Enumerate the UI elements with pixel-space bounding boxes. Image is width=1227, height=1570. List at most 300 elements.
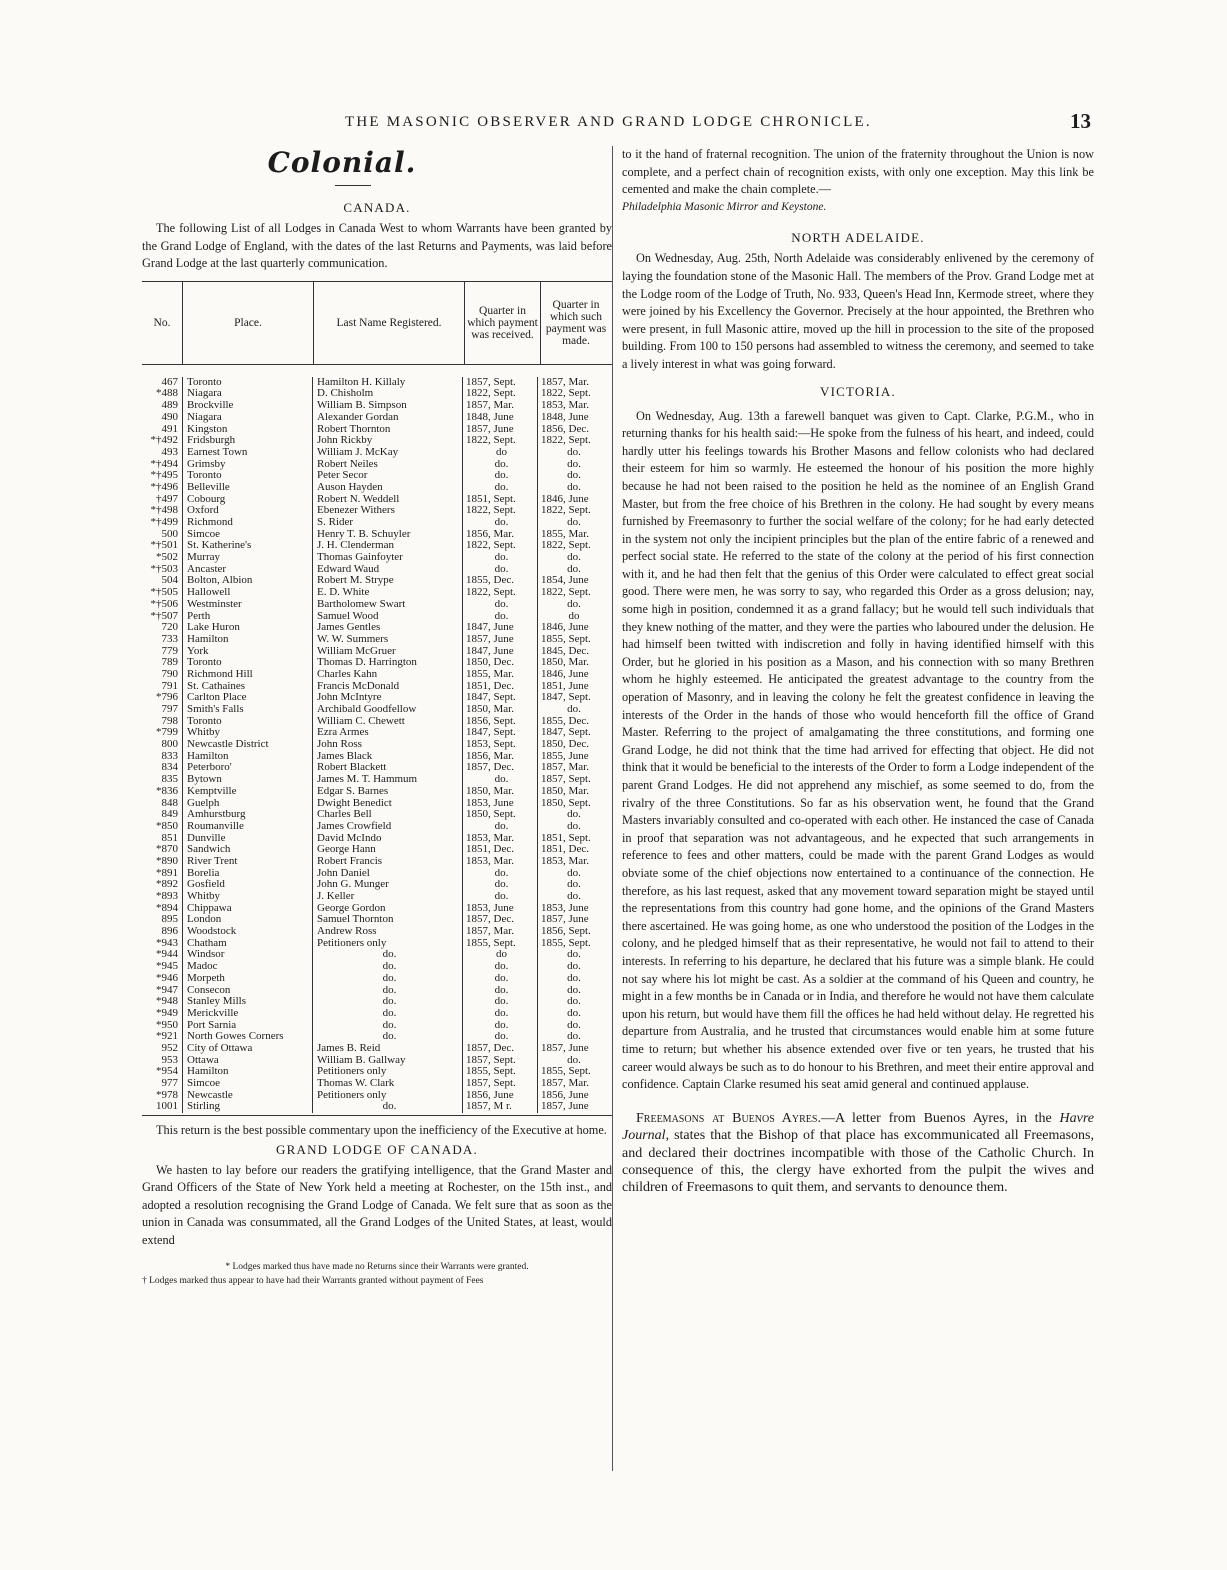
footnote-dagger: † Lodges marked thus appear to have had their Warrants granted without payment of Fees <box>142 1275 484 1286</box>
cell-place: Toronto <box>182 377 312 389</box>
cell-place: Stirling <box>182 1101 312 1113</box>
cell-quarter-received: 1851, Dec. <box>462 681 537 693</box>
cell-place: Ancaster <box>182 564 312 576</box>
cell-quarter-made: 1853, June <box>537 903 607 915</box>
cell-last-name: John Rickby <box>312 435 462 447</box>
cell-quarter-made: 1857, June <box>537 914 607 926</box>
table-body <box>142 365 612 1115</box>
table-row <box>142 891 612 903</box>
cell-place: Chippawa <box>182 903 312 915</box>
cell-quarter-made: 1822, Sept. <box>537 435 607 447</box>
victoria-text: On Wednesday, Aug. 13th a farewell banquet was given to Capt. Clarke, P.G.M., who in returning thanks for his health said:—He spoke from the fulness of his heart, and indeed, could hardly utter his feelings towards his Brother Masons and fellow colonists who had declared their esteem for him so warmly. He esteemed the honour of his position the more highly because he had not been raised to the position he held as the nominee of an English Grand Master, but from the free choice of his Brethren in the colony. He had sought by every means furnished by Freemasonry to further the social welfare of the colony; for he had early detected in the system not only the incipient principles but the plan of the entire fabric of a renewed and perfect social state. He referred to the state of the colony at the period of his first connection with it, and he had then felt that the genius of this Order were calculated to effect great social good. There were men, he was sorry to say, who regarded this Order as a gross delusion; nay, some high in position, condemned it as a grand fallacy; but he would tell such individuals that they knew nothing of the matter, and they were the parties who laboured under the delusion. He had himself been twitted with indiscretion and folly in having identified himself with this Order, but he gloried in his position as a Mason, and his connection with so many Brethren whom he highly esteemed. He anticipated the greatest advantage to the country from the operation of Masonry, and in leaving the colony he felt the greatest confidence in leaving the interests of the Order in the hands of those who would henceforth fill the office of Grand Master. Referring to the project of amalgamating the three constitutions, and forming one Grand Lodge, he did not think that the time had arrived for effecting that object. He did not think that it would be beneficial to the interests of the Order to form a Lodge independent of the parent Grand Lodges. He did not apprehend any mischief, as some seemed to do, from the rivalry of the three Constitutions. So far as his observation went, he found that the Grand Masters invariably consulted and co-operated with each other. He instanced the case of Canada in proof that separation was not advantageous, and he expected that such arrangements in reference to fees and other matters, could be made with the parent Grand Lodges as would obviate some of the chief objections now entertained to a continuance of the connection. He therefore, as his last request, asked that any movement toward separation might be stayed until the representations from this country had gone home, and the opinions of the Grand Masters there ascertained. He was going home, as one who understood the position of the Lodges in the colony, and he pledged himself that as their representative, he would not fail to attend to their interests. In referring to his departure, he declared that his future was a simple blank. He could not say where his lot might be cast. As a soldier at the command of his Queen and country, he might in a few months be in Canada or in India, and therefore he would not have them calculate upon his return, but would have them fill the offices he had held without delay. He regretted his departure from Australia, and he trusted that circumstances would enable him at some future time to return; but whether his absence extended over five or ten years, he trusted that his career would always be such as to do honour to his Brethren, and meet their entire approval and confidence. Captain Clarke resumed his seat amid general and continued applause. <box>622 408 1094 1092</box>
table-row <box>142 774 612 786</box>
cell-quarter-made: do. <box>537 482 607 494</box>
cell-last-name: William J. McKay <box>312 447 462 459</box>
cell-quarter-made: 1847, Sept. <box>537 727 607 739</box>
cell-place: Ottawa <box>182 1055 312 1067</box>
cell-last-name: Charles Kahn <box>312 669 462 681</box>
table-row <box>142 587 612 599</box>
cell-no: *†507 <box>150 610 178 622</box>
table-row <box>142 716 612 728</box>
cell-no: *†506 <box>150 598 178 610</box>
cell-quarter-made: 1851, Sept. <box>537 833 607 845</box>
header-place: Place. <box>182 282 313 364</box>
cell-quarter-made: 1855, Sept. <box>537 1066 607 1078</box>
cell-quarter-made: do. <box>537 821 607 833</box>
cell-no: *799 <box>156 727 178 739</box>
cell-quarter-made: do. <box>537 1020 607 1032</box>
cell-place: Hamilton <box>182 634 312 646</box>
table-row <box>142 1008 612 1020</box>
cell-place: Toronto <box>182 470 312 482</box>
cell-no: 895 <box>161 914 178 926</box>
cell-place: Grimsby <box>182 459 312 471</box>
cell-last-name: do. <box>312 996 462 1008</box>
cell-no: 504 <box>161 575 178 587</box>
cell-quarter-received: do. <box>462 891 537 903</box>
cell-no: 849 <box>161 809 178 821</box>
freemasons-text-2: , states that the Bishop of that place has excommunicated all Freemasons, and declared their doctrines incompatible with those of the Catholic Church. In consequence of this, the clergy have exhorted from the pulpit the wives and children of Freemasons to quit them, and servants to denounce them. <box>622 1128 1094 1196</box>
cell-place: London <box>182 914 312 926</box>
cell-no: †497 <box>156 493 178 505</box>
left-column <box>142 146 612 1288</box>
cell-last-name: do. <box>312 985 462 997</box>
lodge-table <box>142 281 612 1116</box>
cell-no: 493 <box>161 446 178 458</box>
cell-last-name: Thomas D. Harrington <box>312 657 462 669</box>
cell-place: Westminster <box>182 599 312 611</box>
cell-no: *†501 <box>150 540 178 552</box>
cell-quarter-received: 1857, June <box>462 634 537 646</box>
cell-quarter-made: do. <box>537 459 607 471</box>
cell-place: Simcoe <box>182 529 312 541</box>
cell-quarter-received: do. <box>462 1020 537 1032</box>
cell-quarter-made: 1855, Sept. <box>537 938 607 950</box>
cell-last-name: Edgar S. Barnes <box>312 786 462 798</box>
running-head: THE MASONIC OBSERVER AND GRAND LODGE CHRONICLE. <box>345 114 872 130</box>
cell-last-name: John G. Munger <box>312 879 462 891</box>
cell-quarter-made: 1851, Dec. <box>537 844 607 856</box>
cell-quarter-made: do. <box>537 868 607 880</box>
cell-quarter-received: do. <box>462 470 537 482</box>
cell-quarter-made: 1846, June <box>537 622 607 634</box>
cell-quarter-made: 1857, June <box>537 1043 607 1055</box>
cell-last-name: Thomas W. Clark <box>312 1078 462 1090</box>
cell-quarter-received: do. <box>462 599 537 611</box>
cell-last-name: James Crowfield <box>312 821 462 833</box>
cell-quarter-made: 1822, Sept. <box>537 540 607 552</box>
cell-quarter-made: 1847, Sept. <box>537 692 607 704</box>
table-row <box>142 646 612 658</box>
cell-quarter-received: 1856, Mar. <box>462 751 537 763</box>
table-row <box>142 622 612 634</box>
cell-no: 491 <box>161 423 178 435</box>
cell-last-name: James Gentles <box>312 622 462 634</box>
table-row <box>142 1101 612 1113</box>
freemasons-lead: Freemasons at Buenos Ayres. <box>636 1110 821 1126</box>
cell-quarter-received: 1847, June <box>462 622 537 634</box>
cell-no: 848 <box>161 797 178 809</box>
cell-quarter-made: 1850, Mar. <box>537 657 607 669</box>
table-row <box>142 1090 612 1102</box>
cell-last-name: Ezra Armes <box>312 727 462 739</box>
cell-last-name: Charles Bell <box>312 809 462 821</box>
canada-heading: CANADA. <box>343 200 411 215</box>
cell-no: *†492 <box>150 435 178 447</box>
cell-quarter-received: 1850, Mar. <box>462 704 537 716</box>
cell-no: 1001 <box>156 1101 178 1113</box>
cell-last-name: D. Chisholm <box>312 388 462 400</box>
table-row <box>142 424 612 436</box>
cell-last-name: do. <box>312 1031 462 1043</box>
cell-no: 791 <box>161 680 178 692</box>
cell-no: 489 <box>161 400 178 412</box>
cell-quarter-received: do <box>462 949 537 961</box>
cell-no: 833 <box>161 750 178 762</box>
cell-quarter-received: 1857, M r. <box>462 1101 537 1113</box>
after-table-text: This return is the best possible commentary upon the inefficiency of the Executive at home. <box>156 1123 607 1138</box>
cell-quarter-received: 1857, Mar. <box>462 400 537 412</box>
cell-no: *954 <box>156 1066 178 1078</box>
cell-last-name: Archibald Goodfellow <box>312 704 462 716</box>
cell-quarter-received: 1850, Sept. <box>462 809 537 821</box>
table-row <box>142 868 612 880</box>
cell-quarter-received: 1822, Sept. <box>462 540 537 552</box>
cell-place: Hamilton <box>182 751 312 763</box>
table-row <box>142 938 612 950</box>
cell-quarter-received: 1850, Dec. <box>462 657 537 669</box>
cell-last-name: J. H. Clenderman <box>312 540 462 552</box>
cell-place: Richmond <box>182 517 312 529</box>
cell-last-name: Robert N. Weddell <box>312 494 462 506</box>
cell-quarter-made: do. <box>537 985 607 997</box>
cell-place: Peterboro' <box>182 762 312 774</box>
cell-last-name: George Gordon <box>312 903 462 915</box>
cell-quarter-made: do. <box>537 961 607 973</box>
table-row <box>142 459 612 471</box>
cell-place: Dunville <box>182 833 312 845</box>
header-quarter-made: Quarter in which such payment was made. <box>540 282 611 364</box>
table-row <box>142 657 612 669</box>
cell-last-name: James Black <box>312 751 462 763</box>
cell-last-name: Auson Hayden <box>312 482 462 494</box>
cell-place: Borelia <box>182 868 312 880</box>
cell-quarter-made: do. <box>537 973 607 985</box>
cell-no: *502 <box>156 552 178 564</box>
cell-quarter-made: 1857, Mar. <box>537 1078 607 1090</box>
cell-quarter-made: 1855, Dec. <box>537 716 607 728</box>
cell-last-name: Robert Thornton <box>312 424 462 436</box>
cell-last-name: do. <box>312 1020 462 1032</box>
cell-last-name: Robert M. Strype <box>312 575 462 587</box>
cell-quarter-received: 1855, Sept. <box>462 1066 537 1078</box>
table-row <box>142 482 612 494</box>
cell-last-name: Hamilton H. Killaly <box>312 377 462 389</box>
cell-no: *945 <box>156 961 178 973</box>
table-row <box>142 973 612 985</box>
cell-last-name: Peter Secor <box>312 470 462 482</box>
cell-no: *921 <box>156 1031 178 1043</box>
cell-place: Newcastle District <box>182 739 312 751</box>
cell-no: 779 <box>161 645 178 657</box>
table-row <box>142 833 612 845</box>
cell-no: *†495 <box>150 470 178 482</box>
grand-lodge-text: We hasten to lay before our readers the gratifying intelligence, that the Grand Master and Grand Officers of the State of New York held a meeting at Rochester, on the 15th inst., and adopted a resolution recognising the Grand Lodge of Canada. We felt sure that as soon as the union in Canada was consummated, all the Grand Lodges of the United States, at least, would extend <box>142 1162 612 1248</box>
cell-quarter-received: 1855, Dec. <box>462 575 537 587</box>
cell-last-name: William McGruer <box>312 646 462 658</box>
cell-quarter-received: 1851, Sept. <box>462 494 537 506</box>
table-row <box>142 903 612 915</box>
cell-no: *836 <box>156 785 178 797</box>
freemasons-text-1: —A letter from Buenos Ayres, in the <box>820 1110 1060 1126</box>
cell-last-name: David McIndo <box>312 833 462 845</box>
cell-last-name: Andrew Ross <box>312 926 462 938</box>
table-header <box>142 282 612 365</box>
cell-quarter-made: do. <box>537 517 607 529</box>
cell-quarter-made: 1857, June <box>537 1101 607 1113</box>
cell-no: *949 <box>156 1007 178 1019</box>
cell-place: Chatham <box>182 938 312 950</box>
cell-place: North Gowes Corners <box>182 1031 312 1043</box>
column-divider <box>612 146 613 1471</box>
cell-no: *978 <box>156 1089 178 1101</box>
north-adelaide-text: On Wednesday, Aug. 25th, North Adelaide was considerably enlivened by the ceremony of laying the foundation stone of the Masonic Hall. The members of the Prov. Grand Lodge met at the Lodge room of the Lodge of Truth, No. 933, Queen's Head Inn, Kermode street, where they were joined by his Excellency the Governor. Precisely at the hour appointed, the Brethren who were present, in full Masonic attire, moved up the hill in procession to the site of the proposed building. From 100 to 150 persons had assembled to witness the ceremony, and seemed to take a lively interest in what was going forward. <box>622 251 1094 371</box>
cell-no: 790 <box>161 668 178 680</box>
table-row <box>142 564 612 576</box>
cell-quarter-received: do. <box>462 482 537 494</box>
freemasons-paper: Havre Journal <box>622 1110 1094 1144</box>
table-row <box>142 494 612 506</box>
table-row <box>142 435 612 447</box>
table-row <box>142 809 612 821</box>
cell-quarter-received: 1857, June <box>462 424 537 436</box>
cell-no: 800 <box>161 739 178 751</box>
table-row <box>142 1055 612 1067</box>
table-row <box>142 914 612 926</box>
table-row <box>142 1043 612 1055</box>
cell-last-name: do. <box>312 973 462 985</box>
table-row <box>142 926 612 938</box>
cell-place: Woodstock <box>182 926 312 938</box>
cell-quarter-made: 1848, June <box>537 412 607 424</box>
cell-quarter-made: 1856, June <box>537 1090 607 1102</box>
cell-place: Simcoe <box>182 1078 312 1090</box>
cell-quarter-made: 1855, Mar. <box>537 529 607 541</box>
cell-quarter-made: 1853, Mar. <box>537 400 607 412</box>
cell-last-name: Petitioners only <box>312 1066 462 1078</box>
table-row <box>142 856 612 868</box>
cell-quarter-received: do. <box>462 996 537 1008</box>
cell-quarter-received: do. <box>462 564 537 576</box>
cell-quarter-received: do. <box>462 774 537 786</box>
table-row <box>142 1066 612 1078</box>
cell-last-name: Petitioners only <box>312 1090 462 1102</box>
cell-quarter-received: do. <box>462 821 537 833</box>
cell-quarter-received: do. <box>462 459 537 471</box>
cell-quarter-received: do. <box>462 868 537 880</box>
table-row <box>142 377 612 389</box>
cell-no: *†505 <box>150 587 178 599</box>
cell-quarter-received: 1856, June <box>462 1090 537 1102</box>
table-row <box>142 762 612 774</box>
table-row <box>142 996 612 1008</box>
header-quarter-received: Quarter in which payment was received. <box>464 282 540 364</box>
table-row <box>142 611 612 623</box>
table-row <box>142 727 612 739</box>
cell-last-name: James B. Reid <box>312 1043 462 1055</box>
cell-place: St. Katherine's <box>182 540 312 552</box>
cell-place: River Trent <box>182 856 312 868</box>
cell-place: Niagara <box>182 412 312 424</box>
cell-no: *†499 <box>150 517 178 529</box>
cell-quarter-made: 1856, Dec. <box>537 424 607 436</box>
table-row <box>142 1031 612 1043</box>
cell-no: 720 <box>161 622 178 634</box>
cell-last-name: Dwight Benedict <box>312 798 462 810</box>
cell-last-name: Henry T. B. Schuyler <box>312 529 462 541</box>
table-row <box>142 879 612 891</box>
cell-place: Perth <box>182 611 312 623</box>
cell-last-name: George Hann <box>312 844 462 856</box>
table-row <box>142 540 612 552</box>
cell-no: 490 <box>161 411 178 423</box>
cell-quarter-made: 1851, June <box>537 681 607 693</box>
table-row <box>142 470 612 482</box>
cell-place: Kemptville <box>182 786 312 798</box>
cell-last-name: John Ross <box>312 739 462 751</box>
table-row <box>142 669 612 681</box>
cell-last-name: Robert Blackett <box>312 762 462 774</box>
cell-quarter-made: 1857, Sept. <box>537 774 607 786</box>
cell-no: 500 <box>161 528 178 540</box>
cell-no: *890 <box>156 855 178 867</box>
cell-quarter-made: 1857, Mar. <box>537 762 607 774</box>
cell-place: Whitby <box>182 891 312 903</box>
table-row <box>142 599 612 611</box>
cell-last-name: do. <box>312 1101 462 1113</box>
cell-place: Gosfield <box>182 879 312 891</box>
cell-quarter-received: do. <box>462 552 537 564</box>
cell-quarter-received: 1848, June <box>462 412 537 424</box>
cell-quarter-received: do <box>462 447 537 459</box>
canada-intro: The following List of all Lodges in Canada West to whom Warrants have been granted by the Grand Lodge of England, with the dates of the last Returns and Payments, was laid before Grand Lodge at the last quarterly communication. <box>142 221 612 271</box>
title-rule <box>335 185 371 186</box>
cell-place: Hamilton <box>182 1066 312 1078</box>
cell-no: *850 <box>156 820 178 832</box>
table-row <box>142 517 612 529</box>
cell-quarter-made: do. <box>537 891 607 903</box>
cell-quarter-made: 1857, Mar. <box>537 377 607 389</box>
cell-quarter-received: do. <box>462 1031 537 1043</box>
cell-no: 834 <box>161 762 178 774</box>
table-row <box>142 400 612 412</box>
cell-quarter-received: do. <box>462 961 537 973</box>
cell-place: Earnest Town <box>182 447 312 459</box>
cell-last-name: Robert Francis <box>312 856 462 868</box>
cell-quarter-received: 1847, June <box>462 646 537 658</box>
cell-last-name: do. <box>312 1008 462 1020</box>
cell-no: *†503 <box>150 563 178 575</box>
cell-last-name: James M. T. Hammum <box>312 774 462 786</box>
cell-no: *870 <box>156 844 178 856</box>
cell-quarter-made: 1846, June <box>537 494 607 506</box>
cell-no: *†494 <box>150 458 178 470</box>
cell-place: Smith's Falls <box>182 704 312 716</box>
cell-last-name: Samuel Thornton <box>312 914 462 926</box>
cell-quarter-received: do. <box>462 985 537 997</box>
cell-quarter-received: 1847, Sept. <box>462 727 537 739</box>
cell-quarter-received: 1857, Dec. <box>462 914 537 926</box>
table-row <box>142 1020 612 1032</box>
cell-last-name: S. Rider <box>312 517 462 529</box>
cell-quarter-made: 1822, Sept. <box>537 587 607 599</box>
cell-place: Carlton Place <box>182 692 312 704</box>
cell-no: *950 <box>156 1019 178 1031</box>
cell-last-name: William C. Chewett <box>312 716 462 728</box>
cell-place: Toronto <box>182 716 312 728</box>
table-row <box>142 985 612 997</box>
table-row <box>142 961 612 973</box>
cell-quarter-received: 1822, Sept. <box>462 388 537 400</box>
cell-quarter-received: 1855, Mar. <box>462 669 537 681</box>
header-no: No. <box>153 316 171 329</box>
cell-quarter-received: 1857, Dec. <box>462 1043 537 1055</box>
cell-quarter-received: 1855, Sept. <box>462 938 537 950</box>
cell-quarter-made: do. <box>537 949 607 961</box>
cell-place: Bytown <box>182 774 312 786</box>
cell-quarter-made: do <box>537 611 607 623</box>
cell-quarter-received: do. <box>462 879 537 891</box>
cell-quarter-received: 1850, Mar. <box>462 786 537 798</box>
table-row <box>142 692 612 704</box>
cell-no: *948 <box>156 996 178 1008</box>
source-credit: Philadelphia Masonic Mirror and Keystone. <box>622 200 827 213</box>
table-row <box>142 681 612 693</box>
cell-place: St. Cathaines <box>182 681 312 693</box>
cell-quarter-received: 1857, Dec. <box>462 762 537 774</box>
cell-no: *894 <box>156 902 178 914</box>
cell-last-name: Alexander Gordan <box>312 412 462 424</box>
cell-place: Merickville <box>182 1008 312 1020</box>
cell-quarter-made: do. <box>537 879 607 891</box>
cell-no: 797 <box>161 704 178 716</box>
cell-no: 952 <box>161 1042 178 1054</box>
table-row <box>142 704 612 716</box>
cell-quarter-received: 1822, Sept. <box>462 435 537 447</box>
cell-place: Kingston <box>182 424 312 436</box>
table-row <box>142 505 612 517</box>
cell-quarter-received: 1847, Sept. <box>462 692 537 704</box>
cell-no: *893 <box>156 891 178 903</box>
table-row <box>142 447 612 459</box>
cell-no: 733 <box>161 633 178 645</box>
cell-quarter-made: do. <box>537 447 607 459</box>
cell-no: *943 <box>156 937 178 949</box>
cell-place: Toronto <box>182 657 312 669</box>
cell-quarter-received: 1857, Sept. <box>462 1078 537 1090</box>
cell-quarter-made: 1850, Sept. <box>537 798 607 810</box>
cell-place: Oxford <box>182 505 312 517</box>
header-last-name: Last Name Registered. <box>313 282 464 364</box>
cell-quarter-made: do. <box>537 1055 607 1067</box>
cell-place: Amhurstburg <box>182 809 312 821</box>
cell-place: Roumanville <box>182 821 312 833</box>
cell-no: *947 <box>156 984 178 996</box>
cell-quarter-received: 1857, Sept. <box>462 1055 537 1067</box>
cell-no: *892 <box>156 879 178 891</box>
cell-no: 977 <box>161 1078 178 1090</box>
cell-no: 467 <box>161 376 178 388</box>
